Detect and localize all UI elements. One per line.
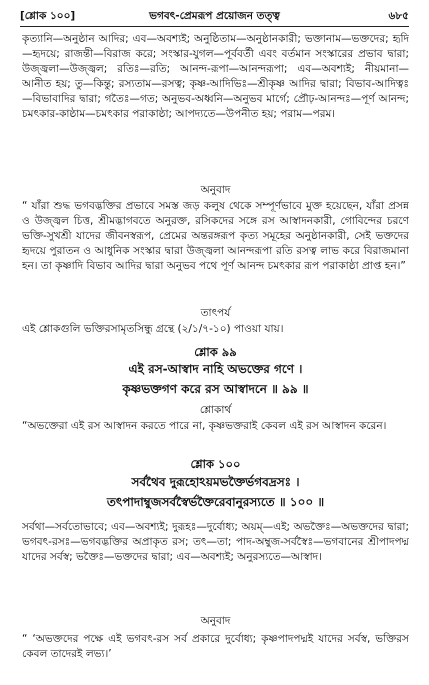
purport-text: এই শ্লোকগুলি ভক্তিরসামৃতসিন্ধু গ্রন্থে (২/১/৭-১০) পাওয়া যায়। — [22, 323, 284, 335]
shloka-100-line-1: সর্বথৈব দুরূহোঽয়মভক্তৈর্ভগবদ্রসঃ । — [131, 475, 300, 489]
translation-100: “ ‘অভক্তদের পক্ষে এই ভগবৎ-রস সর্ব প্রকারে দুর্বোধ্য; কৃষ্ণপাদপদ্মই যাদের সর্বস্ব, ভক্তিরস কেবল তাদেরই লভ্য।’ — [22, 633, 409, 660]
header-title: ভগবৎ-প্রেমরূপ প্রয়োজন তত্ত্ব — [149, 10, 280, 22]
header-rule — [20, 26, 409, 27]
shloka-99-line-2: কৃষ্ণভক্তগণ করে রস আস্বাদনে ॥ ৯৯ ॥ — [122, 382, 309, 396]
shloka-99-heading: শ্লোক ৯৯ — [194, 345, 237, 359]
shlokartha-text: “অভক্তেরা এই রস আস্বাদন করতে পারে না, কৃষ্ণভক্তরাই কেবল এই রস আস্বাদন করেন। — [22, 420, 387, 432]
anubad-heading-100: অনুবাদ — [200, 615, 231, 627]
page-number: ৬৮৫ — [388, 10, 409, 22]
running-header — [20, 6, 409, 26]
shloka-100-line-2: তৎপাদাম্বুজসর্বস্বৈর্ভক্তৈরেবানুরস্যতে ॥ ১০০ ॥ — [106, 495, 325, 509]
shloka-99-line-1: এই রস-আস্বাদ নাহি অভক্তের গণে । — [128, 362, 303, 376]
tatparya-heading: তাৎপর্য — [200, 307, 231, 319]
header-verse-ref: [শ্লোক ১০০] — [20, 10, 76, 22]
word-gloss-98: কৃত্যানি—অনুষ্ঠান আদির; এব—অবশ্যই; অনুষ্ঠিতাম—অনুষ্ঠানকারী; ভক্তানাম—ভক্তদের; হৃদি—হৃদয়ে; রাজন্তী—বিরাজ করে; সংস্কার-যুগল—পূর্ববর্তী এবং বর্তমান সংস্কারের প্রভাব দ্বারা; উজ্জ্বলা—উজ্জ্বল; রতিঃ—রতি; আনন্দ-রূপা—আনন্দরূপা; এব—অবশ্যই; নীয়মানা—আনীত হয়; তু—কিন্তু; রস্যতাম—রসত্ব; কৃষ্ণ-আদিভিঃ—শ্রীকৃষ্ণ আদির দ্বারা; বিভাব-আদিত্বঃ—বিভাবাদির দ্বারা; গতৈঃ—গত; অনুভব-অধ্বনি—অনুভব মার্গে; প্রৌঢ়-আনন্দঃ—পূর্ণ আনন্দ; চমৎকার-কাষ্ঠাম—চমৎকার পরাকাষ্ঠা; আপদ্যতে—উপনীত হয়; পরাম—পরম। — [22, 33, 409, 120]
anubad-heading-98: অনুবাদ — [200, 184, 231, 196]
shloka-100-heading: শ্লোক ১০০ — [190, 457, 241, 471]
word-gloss-100: সর্বথা—সর্বতোভাবে; এব—অবশ্যই; দুরূহঃ—দুর্বোধ্য; অয়ম্—এই; অভক্তৈঃ—অভক্তদের দ্বারা; ভগবৎ-রসঃ—ভগবদ্ভক্তির অপ্রাকৃত রস; তৎ—তা; পাদ-অম্বুজ-সর্বস্বৈঃ—ভগবানের শ্রীপাদপদ্ম যাদের সর্বস্ব; ভক্তৈঃ—ভক্তদের দ্বারা; এব—অবশ্যই; অনুরস্যতে—আস্বাদ। — [22, 521, 409, 563]
translation-98: “ যাঁরা শুদ্ধ ভগবদ্ভক্তির প্রভাবে সমস্ত জড় কলুষ থেকে সম্পূর্ণভাবে মুক্ত হয়েছেন, যাঁরা প্রসন্ন ও উজ্জ্বল চিত্ত, শ্রীমদ্ভাগবতে অনুরক্ত, রসিকদের সঙ্গে রস আস্বাদনকারী, গোবিন্দের চরণে ভক্তি-সুখশ্রী যাদের জীবনস্বরূপ, প্রেমের অন্তরঙ্গরূপ কৃত্য সমূহের অনুষ্ঠানকারী, সেই ভক্তদের হৃদয়ে পুরাতন ও আধুনিক সংস্কার দ্বারা উজ্জ্বলা আনন্দরূপা রতি রসত্ব লাভ করে বিরাজমানা হন। তা কৃষ্ণাদি বিভাব আদির দ্বারা অনুভব পথে পূর্ণ আনন্দ চমৎকার রূপ পরাকাষ্ঠা প্রাপ্ত হন।” — [22, 200, 409, 272]
shlokartha-heading: শ্লোকার্থ — [199, 404, 232, 416]
